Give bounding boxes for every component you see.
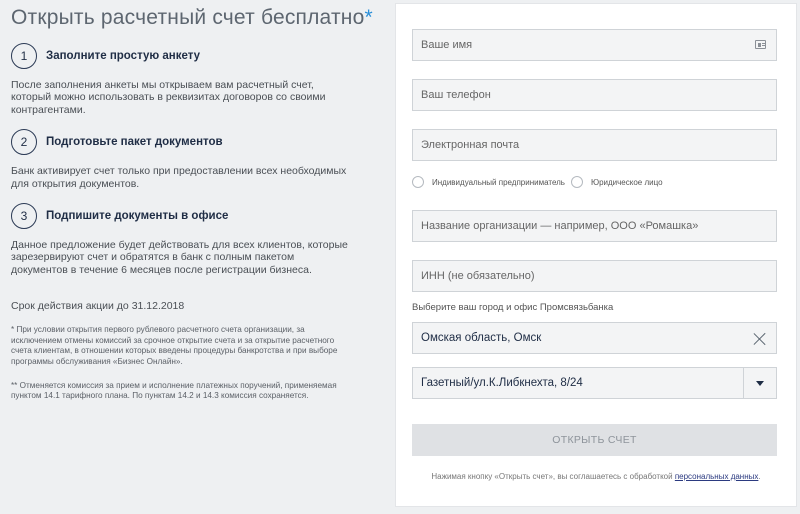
promo-deadline: Срок действия акции до 31.12.2018 (11, 300, 185, 313)
radio-individual[interactable] (412, 176, 424, 188)
inn-placeholder: ИНН (не обязательно) (421, 270, 535, 282)
personal-data-link[interactable]: персональных данных (674, 472, 759, 481)
open-account-button[interactable]: ОТКРЫТЬ СЧЕТ (412, 424, 777, 456)
footnote-1: * При условии открытия первого рублевого расчетного счета организации, за исключением отмены комиссий за срочное открытие счета и за открытие расчетного счета клиентам, в отношении которых введены процедуры банкротства и при выборе программы обслуживания «Бизнес Онлайн». (11, 325, 338, 367)
inn-input[interactable] (412, 260, 777, 292)
step-number-3: 3 (11, 203, 37, 229)
dropdown-divider (743, 368, 744, 398)
office-value: Газетный/ул.К.Либкнехта, 8/24 (421, 377, 583, 389)
name-input[interactable] (412, 29, 777, 61)
city-select-label: Выберите ваш город и офис Промсвязьбанка (412, 302, 614, 313)
clear-icon[interactable] (753, 332, 766, 345)
consent-text (396, 472, 796, 481)
phone-placeholder: Ваш телефон (421, 89, 491, 101)
step-text-3: Данное предложение будет действовать для всех клиентов, которые зарезервируют счет и обратятся в банк с полным пакетом документов в течение 6 месяцев после регистрации бизнеса. (11, 239, 348, 276)
consent-text-body: Нажимая кнопку «Открыть счет», вы соглашаетесь с обработкой (431, 472, 675, 481)
city-input[interactable] (412, 322, 777, 354)
info-column (0, 0, 385, 514)
consent-text-end: . (758, 472, 761, 481)
step-1 (11, 43, 385, 69)
title-asterisk: * (364, 6, 373, 29)
organization-placeholder: Название организации — например, ООО «Ромашка» (421, 220, 699, 232)
phone-input[interactable] (412, 79, 777, 111)
step-2 (11, 129, 385, 155)
organization-input[interactable] (412, 210, 777, 242)
contact-card-icon (755, 40, 766, 49)
step-text-1: После заполнения анкеты мы открываем вам расчетный счет, который можно использовать в реквизитах договоров со своими контрагентами. (11, 79, 326, 116)
step-text-2: Банк активирует счет только при предоставлении всех необходимых для открытия документов. (11, 165, 347, 190)
radio-legal[interactable] (571, 176, 583, 188)
office-select[interactable] (412, 367, 777, 399)
step-number-2: 2 (11, 129, 37, 155)
page-title-text: Открыть расчетный счет бесплатно (11, 6, 365, 29)
business-type-radio-group (412, 176, 669, 188)
chevron-down-icon[interactable] (756, 381, 764, 386)
name-placeholder: Ваше имя (421, 39, 473, 51)
application-form (395, 3, 797, 507)
footnote-2: ** Отменяется комиссия за прием и исполнение платежных поручений, применяемая пунктом 14.1 тарифного плана. По пунктам 14.2 и 14.3 комиссия сохраняется. (11, 380, 337, 401)
city-value: Омская область, Омск (421, 332, 542, 344)
radio-individual-label[interactable]: Индивидуальный предприниматель (432, 177, 565, 187)
radio-legal-label[interactable]: Юридическое лицо (590, 177, 663, 187)
step-number-1: 1 (11, 43, 37, 69)
step-3 (11, 203, 385, 229)
email-placeholder: Электронная почта (421, 139, 520, 151)
step-title-2: Подготовьте пакет документов (46, 136, 223, 149)
step-title-1: Заполните простую анкету (46, 50, 201, 62)
step-title-3: Подпишите документы в офисе (46, 210, 229, 223)
email-input[interactable] (412, 129, 777, 161)
page-title (11, 6, 385, 30)
